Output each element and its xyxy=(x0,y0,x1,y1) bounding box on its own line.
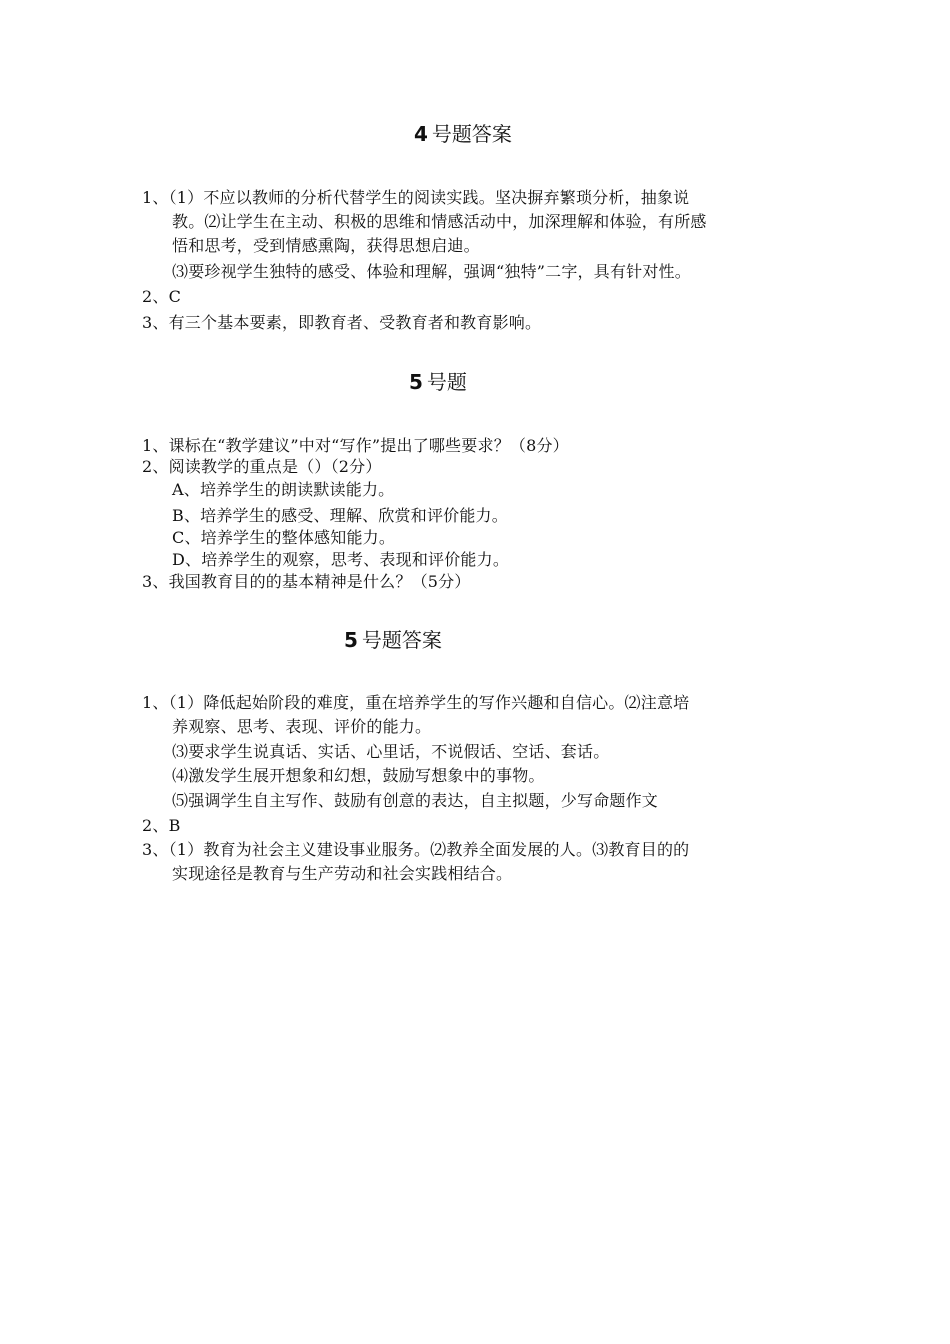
section-heading-4-answer xyxy=(414,121,512,147)
answer-line: ⑶要珍视学生独特的感受、体验和理解，强调“独特”二字，具有针对性。 xyxy=(172,262,691,281)
answer-line: 3、有三个基本要素，即教育者、受教育者和教育影响。 xyxy=(142,313,542,332)
option-line: B、培养学生的感受、理解、欣赏和评价能力。 xyxy=(172,506,508,525)
heading-text: 号题 xyxy=(426,370,467,394)
answer-line: ⑶要求学生说真话、实话、心里话，不说假话、空话、套话。 xyxy=(172,742,610,761)
answer-line: 2、C xyxy=(142,287,182,306)
question-line: 3、我国教育目的的基本精神是什么？（5分） xyxy=(142,572,471,591)
section-heading-5-question xyxy=(409,369,467,395)
answer-line: 教。⑵让学生在主动、积极的思维和情感活动中，加深理解和体验，有所感 xyxy=(172,212,707,231)
heading-number: 4 xyxy=(414,122,428,146)
option-line: A、培养学生的朗读默读能力。 xyxy=(172,480,395,499)
answer-line: 实现途径是教育与生产劳动和社会实践相结合。 xyxy=(172,864,513,883)
section-heading-5-answer xyxy=(344,627,442,653)
heading-number: 5 xyxy=(344,628,358,652)
answer-line: 2、B xyxy=(142,816,181,835)
heading-number: 5 xyxy=(409,370,423,394)
answer-line: 3、（1）教育为社会主义建设事业服务。⑵教养全面发展的人。⑶教育目的的 xyxy=(142,840,690,859)
answer-line: 1、（1）不应以教师的分析代替学生的阅读实践。坚决摒弃繁琐分析，抽象说 xyxy=(142,188,690,207)
answer-line: ⑷激发学生展开想象和幻想，鼓励写想象中的事物。 xyxy=(172,766,545,785)
answer-line: 1、（1）降低起始阶段的难度，重在培养学生的写作兴趣和自信心。⑵注意培 xyxy=(142,693,690,712)
heading-text: 号题答案 xyxy=(361,628,442,652)
option-line: D、培养学生的观察，思考、表现和评价能力。 xyxy=(172,550,510,569)
heading-text: 号题答案 xyxy=(431,122,512,146)
answer-line: 悟和思考，受到情感熏陶，获得思想启迪。 xyxy=(172,236,480,255)
question-line: 1、课标在“教学建议”中对“写作”提出了哪些要求？（8分） xyxy=(142,436,569,455)
option-line: C、培养学生的整体感知能力。 xyxy=(172,528,396,547)
question-line: 2、阅读教学的重点是（）（2分） xyxy=(142,457,382,476)
answer-line: ⑸强调学生自主写作、鼓励有创意的表达，自主拟题，少写命题作文 xyxy=(172,791,659,810)
answer-line: 养观察、思考、表现、评价的能力。 xyxy=(172,717,432,736)
